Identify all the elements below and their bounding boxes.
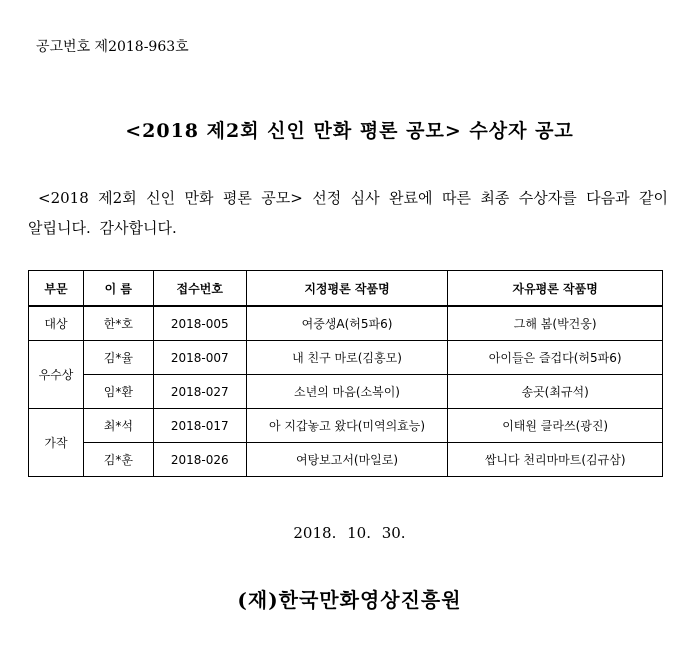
intro-paragraph: <2018 제2회 신인 만화 평론 공모> 선정 심사 완료에 따른 최종 수상자를 다음과 같이 알립니다. 감사합니다. bbox=[28, 189, 668, 237]
winner-name: 임*환 bbox=[83, 375, 153, 409]
designated-review-title: 아 지갑놓고 왔다(미역의효능) bbox=[246, 409, 448, 443]
table-row bbox=[29, 375, 663, 409]
entry-number: 2018-007 bbox=[153, 341, 246, 375]
designated-review-title: 내 친구 마로(김홍모) bbox=[246, 341, 448, 375]
table-row bbox=[29, 443, 663, 477]
free-review-title: 아이들은 즐겁다(허5파6) bbox=[448, 341, 663, 375]
winner-name: 김*훈 bbox=[83, 443, 153, 477]
entry-number: 2018-027 bbox=[153, 375, 246, 409]
entry-number: 2018-017 bbox=[153, 409, 246, 443]
award-category: 대상 bbox=[29, 306, 84, 341]
table-row bbox=[29, 341, 663, 375]
designated-review-title: 소년의 마음(소복이) bbox=[246, 375, 448, 409]
free-review-title: 송곳(최규석) bbox=[448, 375, 663, 409]
page-title: <2018 제2회 신인 만화 평론 공모> 수상자 공고 bbox=[125, 120, 574, 142]
designated-review-title: 여중생A(허5파6) bbox=[246, 306, 448, 341]
header-number: 접수번호 bbox=[153, 271, 246, 307]
header-name: 이 름 bbox=[83, 271, 153, 307]
table-row bbox=[29, 306, 663, 341]
free-review-title: 쌉니다 천리마마트(김규삼) bbox=[448, 443, 663, 477]
free-review-title: 그해 봄(박건웅) bbox=[448, 306, 663, 341]
header-free-review: 자유평론 작품명 bbox=[448, 271, 663, 307]
award-category: 우수상 bbox=[29, 341, 84, 409]
winner-name: 한*호 bbox=[83, 306, 153, 341]
designated-review-title: 여탕보고서(마일로) bbox=[246, 443, 448, 477]
winner-name: 최*석 bbox=[83, 409, 153, 443]
entry-number: 2018-005 bbox=[153, 306, 246, 341]
award-category: 가작 bbox=[29, 409, 84, 477]
winner-name: 김*율 bbox=[83, 341, 153, 375]
notice-number: 공고번호 제2018-963호 bbox=[36, 39, 189, 55]
awards-table bbox=[28, 270, 663, 477]
table-row bbox=[29, 409, 663, 443]
header-category: 부문 bbox=[29, 271, 84, 307]
organization-name: (재)한국만화영상진흥원 bbox=[237, 588, 462, 612]
table-header-row bbox=[29, 271, 663, 307]
header-designated-review: 지정평론 작품명 bbox=[246, 271, 448, 307]
announcement-date: 2018. 10. 30. bbox=[293, 524, 406, 542]
awards-table-body bbox=[29, 271, 663, 477]
entry-number: 2018-026 bbox=[153, 443, 246, 477]
free-review-title: 이태원 클라쓰(광진) bbox=[448, 409, 663, 443]
